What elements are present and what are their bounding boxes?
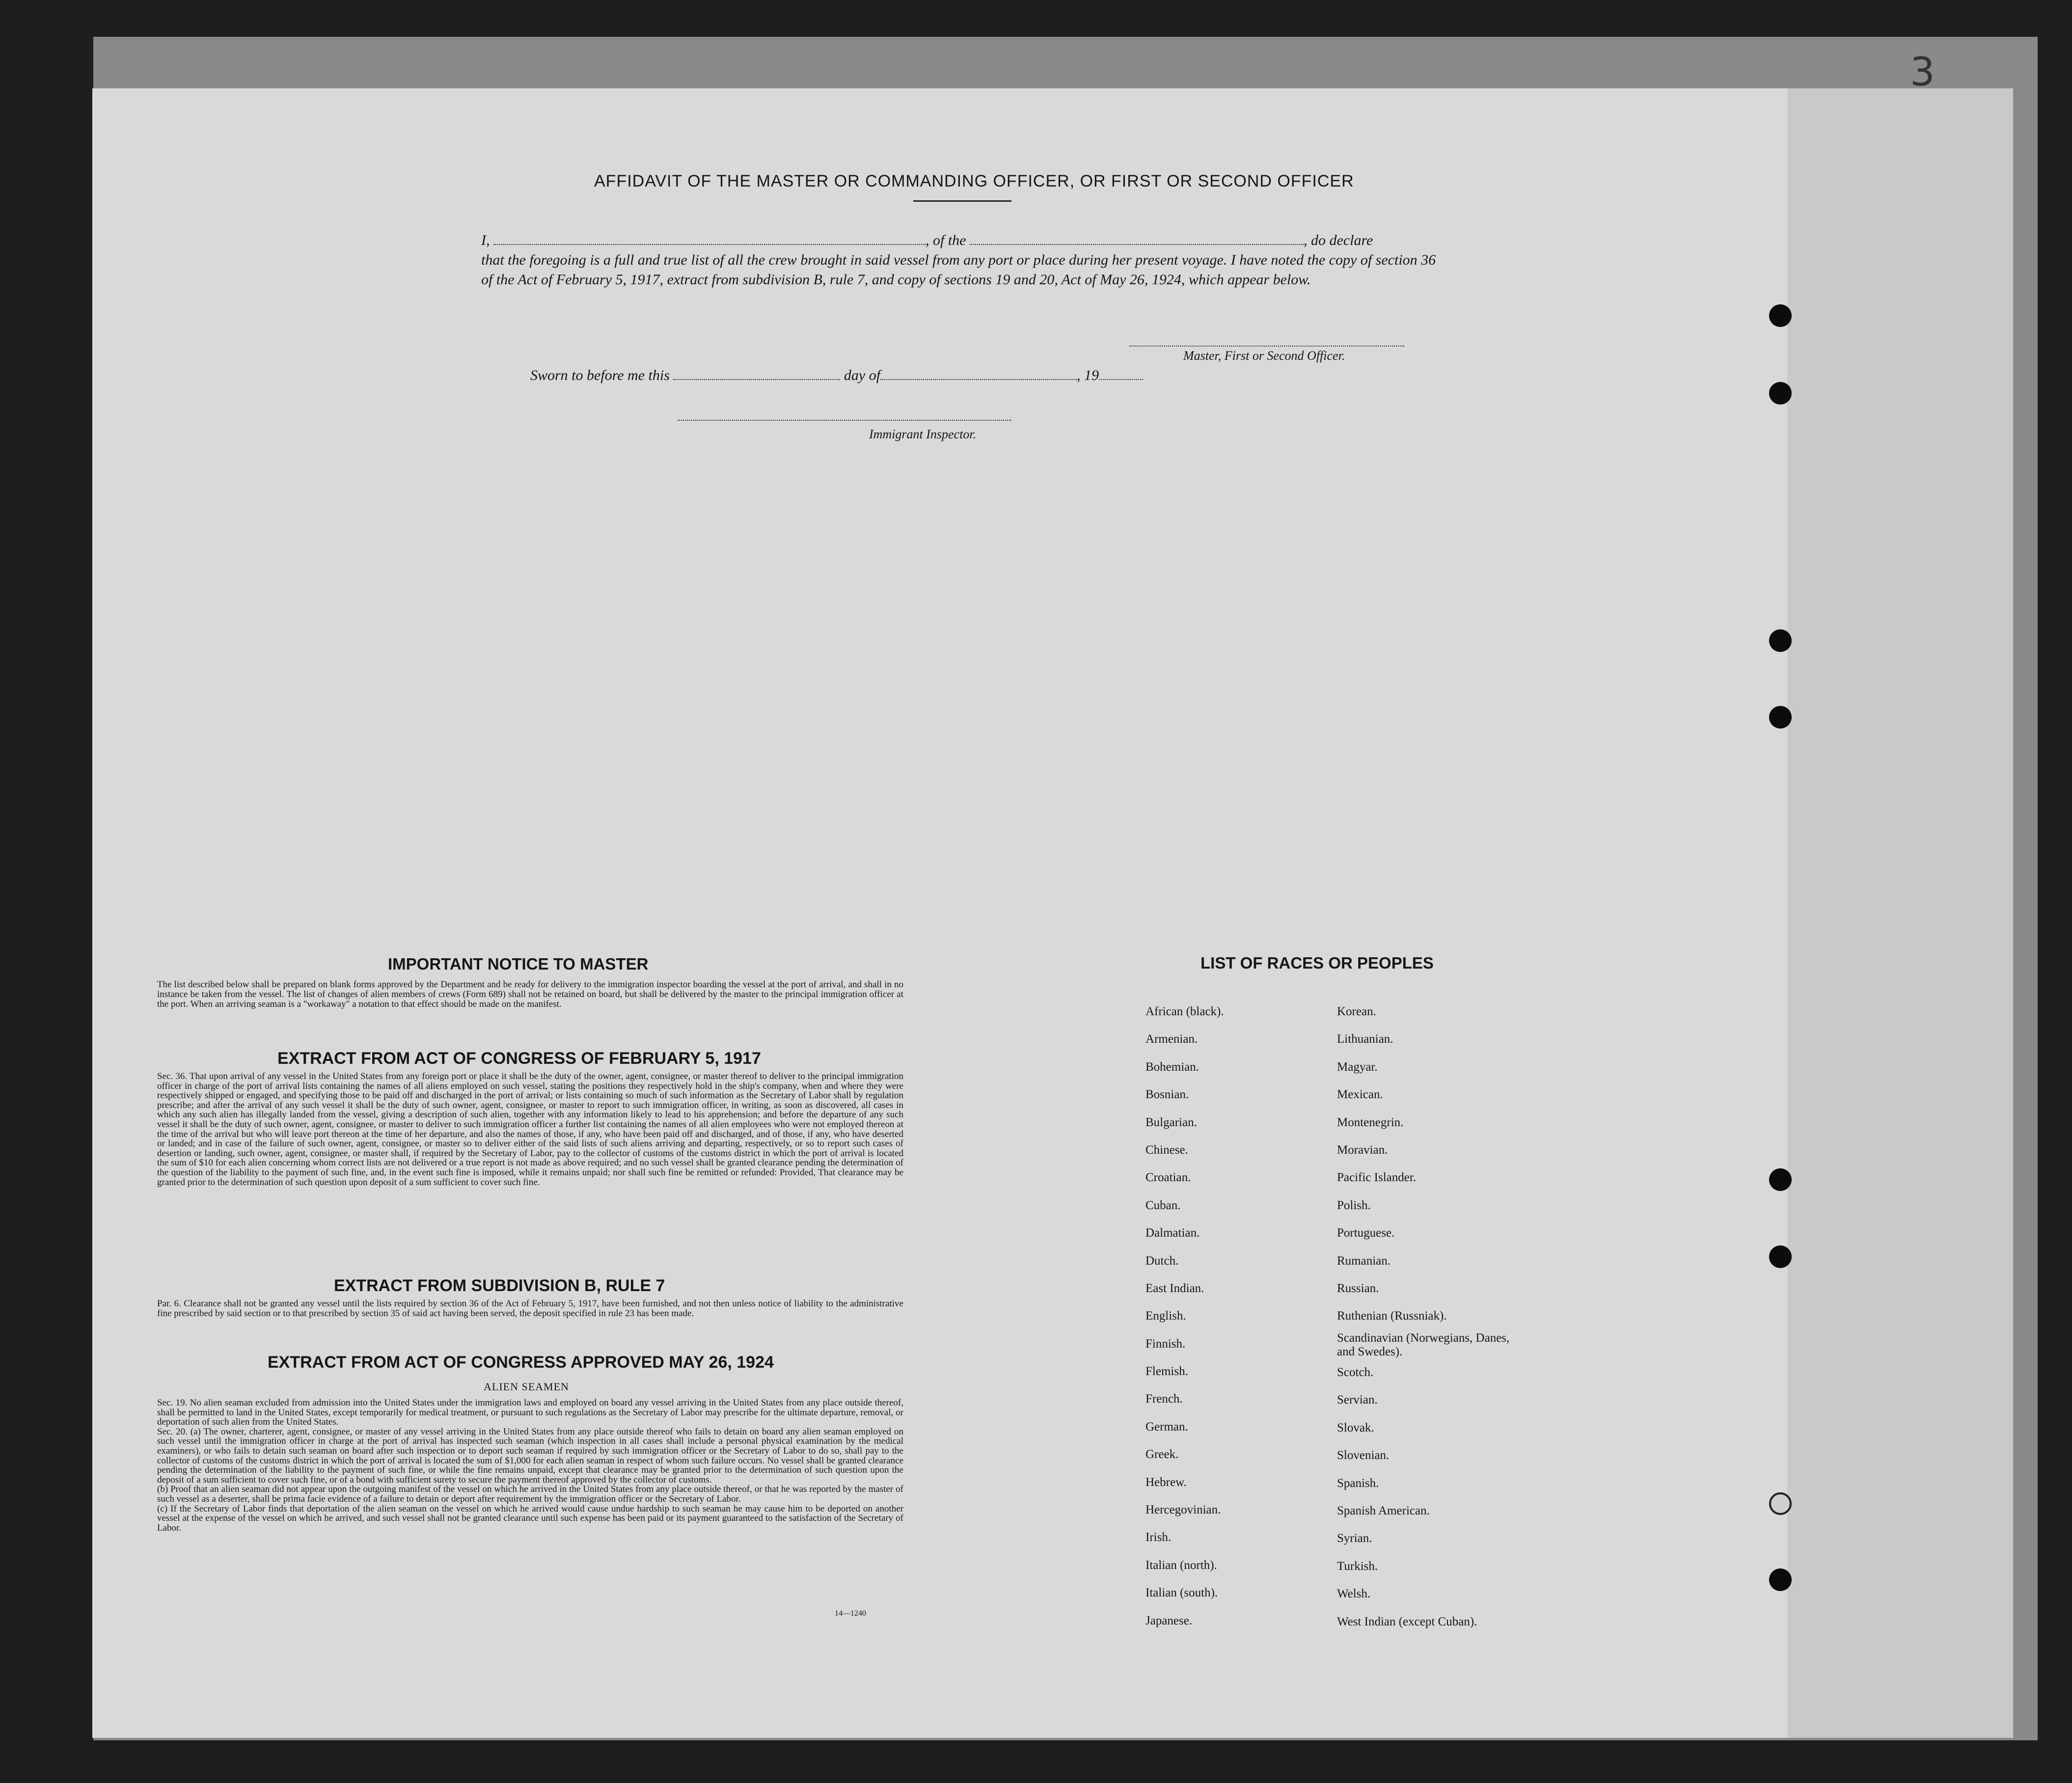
race-item: Spanish. — [1337, 1476, 1379, 1490]
sworn-month-blank — [880, 367, 1077, 380]
race-item: Syrian. — [1337, 1532, 1372, 1545]
race-item: Bosnian. — [1145, 1088, 1189, 1102]
race-item: West Indian (except Cuban). — [1337, 1615, 1477, 1628]
race-item: Slovenian. — [1337, 1449, 1390, 1462]
affidavit-i-text: I, — [481, 232, 490, 248]
section-20a: Sec. 20. (a) The owner, charterer, agent, consignee, or master of any vessel arriving in the United States from any place outside thereof who fails to detain on board any alien seaman employed on such vessel until the immigration officer in charge at the port of arrival has inspected such seaman (which inspection in all cases shall include a personal physical examination by the medical examiners), or who fails to detain such seaman on board after such inspection or to deport such seaman if required by such immigration officer or the Secretary of Labor to do so, shall pay to the collector of customs of the customs district in which the port of arrival is located the sum of $1,000 for each alien seaman in respect of whom such failure occurs. No vessel shall be granted clearance pending the determination of the liability to the payment of such fine, or while the fine remains unpaid, except that clearance may be granted prior to the determination of such question upon the deposit of a sum sufficient to cover such fine, or of a bond with sufficient surety to secure the payment thereof approved by the collector of customs. — [157, 1426, 903, 1485]
race-item: Dutch. — [1145, 1254, 1179, 1268]
affidavit-text — [481, 231, 1439, 290]
race-item: French. — [1145, 1392, 1183, 1406]
affidavit-title: AFFIDAVIT OF THE MASTER OR COMMANDING OFFICER, OR FIRST OR SECOND OFFICER — [594, 172, 1354, 190]
affidavit-first-line — [481, 231, 1439, 250]
sworn-year-blank — [1099, 367, 1143, 380]
race-item: Servian. — [1337, 1393, 1378, 1407]
race-item: Rumanian. — [1337, 1254, 1391, 1268]
punch-hole — [1769, 1245, 1792, 1268]
race-item: Armenian. — [1145, 1032, 1198, 1046]
race-item: Turkish. — [1337, 1559, 1378, 1573]
race-item: Portuguese. — [1337, 1226, 1395, 1240]
extract-1924-title: EXTRACT FROM ACT OF CONGRESS APPROVED MAY 26, 1924 — [268, 1353, 774, 1372]
race-item: Hercegovinian. — [1145, 1503, 1221, 1517]
race-item: Italian (north). — [1145, 1558, 1217, 1572]
section-19: Sec. 19. No alien seaman excluded from admission into the United States under the immigration laws and employed on board any vessel arriving in the United States from any place outside thereof, shall be permitted to land in the United States, except temporarily for medical treatment, or pursuant to such regulations as the Secretary of Labor may prescribe for the ultimate departure, removal, or deportation of such alien from the United States. — [157, 1398, 903, 1428]
corner-page-mark: 3 — [1910, 49, 1935, 95]
extract-1924-body — [157, 1398, 903, 1533]
sworn-line — [530, 367, 1143, 384]
punch-hole — [1769, 1492, 1792, 1515]
race-item: Flemish. — [1145, 1365, 1188, 1378]
race-item: Pacific Islander. — [1337, 1171, 1417, 1185]
race-item: Irish. — [1145, 1531, 1172, 1544]
race-item: English. — [1145, 1309, 1186, 1323]
race-item: Greek. — [1145, 1448, 1179, 1461]
extract-rule7-body: Par. 6. Clearance shall not be granted any vessel until the lists required by section 36 of the Act of February 5, 1917, have been furnished, and not then unless notice of liability to the administrative fine prescribed by said section or to that prescribed by section 35 of said act having been served, the deposit specified in rule 23 has been made. — [157, 1298, 903, 1319]
race-item: Hebrew. — [1145, 1475, 1187, 1489]
race-item: Scandinavian (Norwegians, Danes, and Swedes). — [1337, 1331, 1510, 1358]
underlying-page-edge — [1787, 88, 2013, 1738]
alien-seamen-subtitle: ALIEN SEAMEN — [484, 1380, 569, 1393]
extract-rule7-title: EXTRACT FROM SUBDIVISION B, RULE 7 — [334, 1276, 665, 1295]
affidavit-declare-text: , do declare — [1304, 232, 1373, 248]
race-item: Bohemian. — [1145, 1060, 1200, 1074]
punch-hole — [1769, 1168, 1792, 1191]
punch-hole — [1769, 706, 1792, 729]
races-title: LIST OF RACES OR PEOPLES — [1200, 954, 1434, 972]
race-item: Montenegrin. — [1337, 1115, 1404, 1129]
race-item: Bulgarian. — [1145, 1115, 1197, 1129]
affidavit-of-the-text: , of the — [926, 232, 966, 248]
punch-hole — [1769, 1568, 1792, 1591]
race-item: East Indian. — [1145, 1281, 1204, 1295]
races-left-column — [1145, 998, 1224, 1635]
race-item: Finnish. — [1145, 1337, 1186, 1351]
race-item: Cuban. — [1145, 1198, 1181, 1212]
title-divider — [913, 200, 1011, 202]
inspector-signature-line — [678, 420, 1011, 421]
punch-hole — [1769, 629, 1792, 652]
race-item: Italian (south). — [1145, 1586, 1218, 1600]
race-item: Scotch. — [1337, 1366, 1374, 1379]
race-item: African (black). — [1145, 1005, 1224, 1018]
extract-1917-title: EXTRACT FROM ACT OF CONGRESS OF FEBRUARY 5, 1917 — [277, 1049, 761, 1068]
race-item: Croatian. — [1145, 1171, 1191, 1185]
vessel-blank — [970, 232, 1304, 245]
notice-body: The list described below shall be prepared on blank forms approved by the Department and be ready for delivery to the immigration inspector boarding the vessel at the port of arrival, and shall in no instance be taken from the vessel. The list of changes of alien members of crews (Form 689) shall not be retained on board, but shall be delivered by the master to the principal immigration officer at the port. When an arriving seaman is a "workaway" a notation to that effect should be made on the manifest. — [157, 979, 903, 1009]
inspector-label: Immigrant Inspector. — [869, 427, 977, 441]
affidavit-body: that the foregoing is a full and true list of all the crew brought in said vessel from any port or place during her present voyage. I have noted the copy of section 36 of the Act of February 5, 1917, extract from subdivision B, rule 7, and copy of sections 19 and 20, Act of May 26, 1924, which appear below. — [481, 252, 1436, 288]
race-item: Korean. — [1337, 1005, 1376, 1018]
signature-label: Master, First or Second Officer. — [1183, 349, 1345, 363]
notice-title: IMPORTANT NOTICE TO MASTER — [388, 955, 649, 973]
race-item: Lithuanian. — [1337, 1032, 1393, 1046]
form-number: 14—1240 — [835, 1609, 866, 1618]
sworn-day-blank — [673, 367, 840, 380]
sworn-day-of-text: day of — [844, 367, 881, 383]
race-item: Moravian. — [1337, 1143, 1388, 1157]
race-item: Chinese. — [1145, 1143, 1188, 1157]
race-item: Magyar. — [1337, 1060, 1378, 1074]
races-right-column — [1337, 998, 1524, 1636]
signature-line — [1129, 346, 1404, 347]
race-item: Welsh. — [1337, 1587, 1371, 1601]
extract-1917-body: Sec. 36. That upon arrival of any vessel in the United States from any foreign port or place it shall be the duty of the owner, agent, consignee, or master thereof to deliver to the principal immigration officer in charge of the port of arrival lists containing the names of all aliens employed on such vessel, stating the positions they respectively hold in the ship's company, when and where they were respectively shipped or engaged, and specifying those to be paid off and discharged in the port of arrival; or lists containing so much of such information as the Secretary of Labor shall by regulation prescribe; and after the arrival of any such vessel it shall be the duty of such owner, agent, consignee, or master to report to such immigration officer, in writing, as soon as discovered, all cases in which any such alien has illegally landed from the vessel, giving a description of such alien, together with any information likely to lead to his apprehension; and before the departure of any such vessel it shall be the duty of such owner, agent, consignee, or master to deliver to such immigration officer a further list containing the names of all alien employees who were not employed thereon at the time of the arrival but who will leave port thereon at the time of her departure, and also the names of those, if any, who have been paid off and discharged, and of those, if any, who have deserted or landed; and in case of the failure of such owner, agent, consignee, or master so to deliver either of the said lists of such aliens arriving and departing, respectively, or so to report such cases of desertion or landing, such owner, agent, consignee, or master shall, if required by the Secretary of Labor, pay to the collector of customs of the customs district in which the port of arrival is located the sum of $10 for each alien concerning whom correct lists are not delivered or a true report is not made as above required; and no such vessel shall be granted clearance pending the determination of the question of the liability to the payment of such fine, and, in the event such fine is imposed, while it remains unpaid; nor shall such fine be remitted or refunded: Provided, That clearance may be granted prior to the determination of such question upon deposit of a sum sufficient to cover such fine. — [157, 1071, 903, 1188]
race-item: Polish. — [1337, 1198, 1371, 1212]
race-item: Slovak. — [1337, 1421, 1374, 1434]
section-20c: (c) If the Secretary of Labor finds that deportation of the alien seaman on the vessel on which he arrived would cause undue hardship to such seaman he may cause him to be deported on another vessel at the expense of the vessel on which he arrived, and such vessel shall not be granted clearance until such expense has been paid or its payment guaranteed to the satisfaction of the Secretary of Labor. — [157, 1503, 903, 1533]
race-item: German. — [1145, 1420, 1188, 1433]
race-item: Spanish American. — [1337, 1504, 1430, 1518]
punch-hole — [1769, 382, 1792, 405]
race-item: Dalmatian. — [1145, 1226, 1200, 1240]
section-20b: (b) Proof that an alien seaman did not appear upon the outgoing manifest of the vessel on which he arrived in the United States from any place outside thereof, or that he was reported by the master of such vessel as a deserter, shall be prima facie evidence of a failure to detain or deport after requirement by the immigration officer or the Secretary of Labor. — [157, 1484, 903, 1504]
race-item: Ruthenian (Russniak). — [1337, 1309, 1447, 1323]
race-item: Japanese. — [1145, 1614, 1193, 1627]
punch-hole — [1769, 304, 1792, 327]
race-item: Russian. — [1337, 1281, 1379, 1295]
name-blank — [493, 232, 926, 245]
race-item: Mexican. — [1337, 1088, 1383, 1102]
sworn-year-text: , 19 — [1077, 367, 1099, 383]
sworn-text: Sworn to before me this — [530, 367, 670, 383]
